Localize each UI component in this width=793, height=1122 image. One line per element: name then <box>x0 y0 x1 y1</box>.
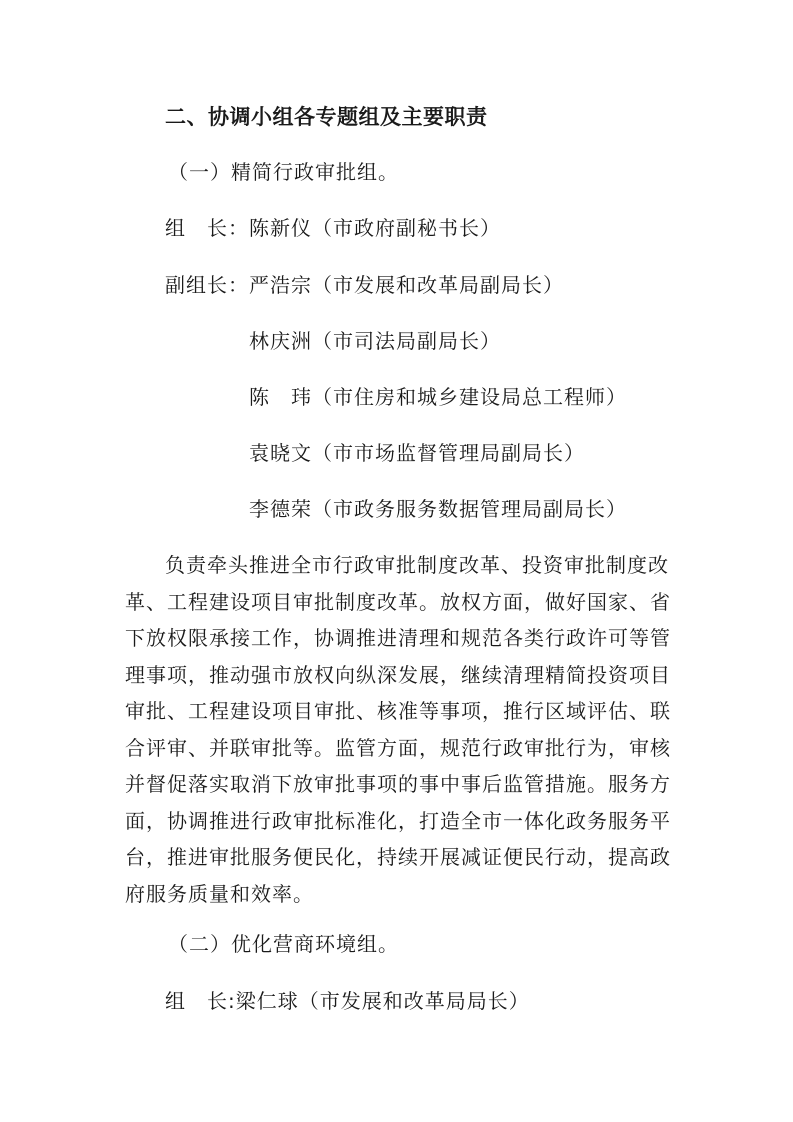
group1-title: （一）精简行政审批组。 <box>168 160 399 184</box>
group1-deputy-leader: 副组长：严浩宗（市发展和改革局副局长） <box>165 273 564 297</box>
group2-title: （二）优化营商环境组。 <box>168 932 399 956</box>
duty-line: 面，协调推进行政审批标准化，打造全市一体化政务服务平 <box>125 808 671 833</box>
duty-line: 理事项，推动强市放权向纵深发展，继续清理精简投资项目 <box>125 662 671 687</box>
duty-line: 革、工程建设项目审批制度改革。放权方面，做好国家、省 <box>125 589 671 614</box>
duty-line: 合评审、并联审批等。监管方面，规范行政审批行为，审核 <box>125 735 671 760</box>
group2-leader: 组 长:梁仁球（市发展和改革局局长） <box>165 989 530 1013</box>
section-heading: 二、协调小组各专题组及主要职责 <box>165 105 488 129</box>
duty-line: 负责牵头推进全市行政审批制度改革、投资审批制度改 <box>165 553 669 577</box>
duty-line: 下放权限承接工作，协调推进清理和规范各类行政许可等管 <box>125 626 671 650</box>
group1-deputy-3: 袁晓文（市市场监督管理局副局长） <box>249 441 585 465</box>
duty-line: 台，推进审批服务便民化，持续开展减证便民行动，提高政 <box>125 845 671 869</box>
duty-line: 府服务质量和效率。 <box>125 881 314 906</box>
group1-leader: 组 长：陈新仪（市政府副秘书长） <box>165 216 501 240</box>
group1-duties-paragraph <box>125 547 671 912</box>
group1-deputy-1: 林庆洲（市司法局副局长） <box>249 329 501 353</box>
group1-deputy-2: 陈 玮（市住房和城乡建设局总工程师） <box>249 385 627 409</box>
duty-line: 并督促落实取消下放审批事项的事中事后监管措施。服务方 <box>125 772 671 796</box>
duty-line: 审批、工程建设项目审批、核准等事项，推行区域评估、联 <box>125 699 671 723</box>
group1-deputy-4: 李德荣（市政务服务数据管理局副局长） <box>249 497 627 521</box>
